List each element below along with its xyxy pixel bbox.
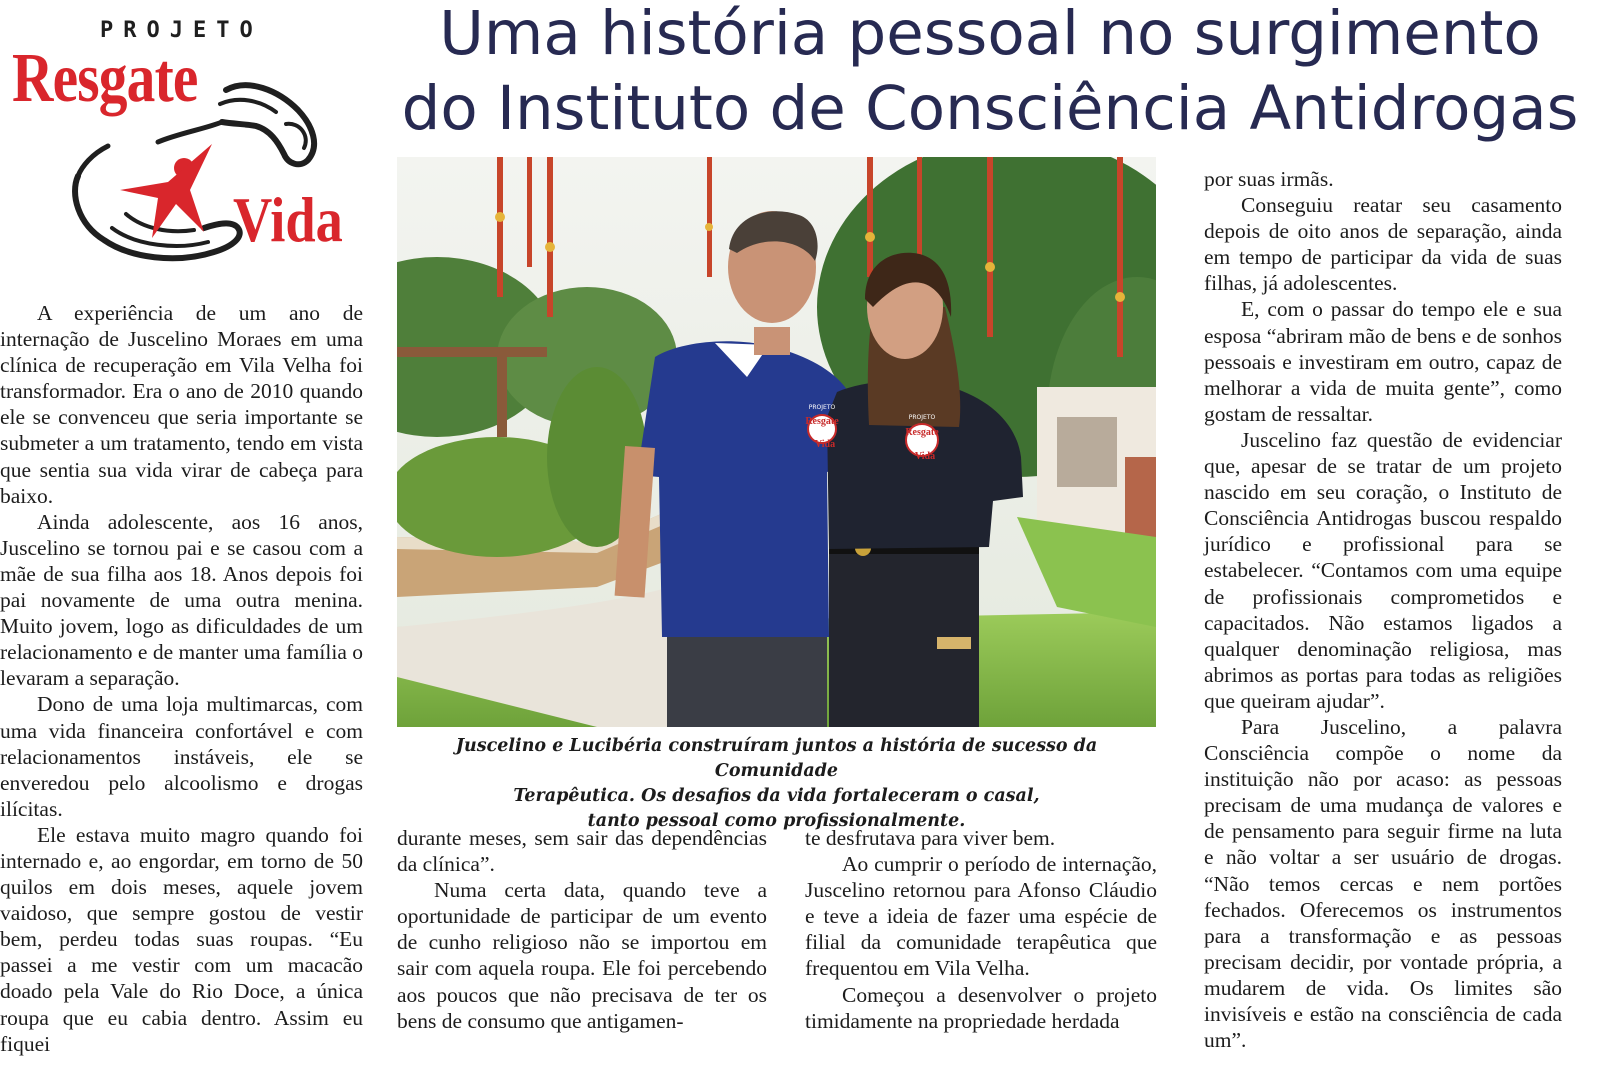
article-column-2 <box>397 825 767 1034</box>
paragraph: te desfrutava para viver bem. <box>805 826 1056 850</box>
shirt-logo-resgate-man: Resgate <box>805 416 839 427</box>
paragraph: Ainda adolescente, aos 16 anos, Juscelino se tornou pai e se casou com a mãe de sua filha aos 18. Anos depois foi pai novamente de uma outra menina. Muito jovem, logo as dificuldades de um relacionamento e de manter uma família o levaram a separação. <box>0 509 363 691</box>
paragraph: A experiência de um ano de internação de Juscelino Moraes em uma clínica de recuperação em Vila Velha foi transformador. Era o ano de 2010 quando ele se convenceu que seria importante se submeter a um tratamento, tendo em vista que sentia sua vida virar de cabeça para baixo. <box>0 301 363 508</box>
photo-caption <box>397 734 1156 834</box>
paragraph: durante meses, sem sair das dependências da clínica”. <box>397 826 767 877</box>
logo-vida-text: Vida <box>233 184 343 255</box>
paragraph: Juscelino faz questão de evidenciar que, apesar de se tratar de um projeto nascido em seu coração, o Instituto de Consciência Antidrogas buscou respaldo jurídico e profissional para se estabelecer. “Contamos com uma equipe de profissionais comprometidos e capacitados. Não estamos ligados a qualquer denominação religiosa, mas abrimos as portas para todas as religiões que queiram ajudar”. <box>1204 427 1562 713</box>
paragraph: por suas irmãs. <box>1204 167 1334 191</box>
paragraph: Ele estava muito magro quando foi internado e, ao engordar, em torno de 50 quilos em dois meses, aquele jovem vaidoso, que sempre gostou de vestir bem, perdeu todas suas roupas. “Eu passei a me vestir com um macacão doado pela Vale do Rio Doce, a única roupa que eu cabia dentro. Assim eu fiquei <box>0 822 363 1056</box>
headline-line-2: do Instituto de Consciência Antidrogas <box>401 73 1579 144</box>
logo-resgate-text: Resgate <box>12 40 198 117</box>
paragraph: Ao cumprir o período de internação, Juscelino retornou para Afonso Cláudio e teve a ideia de fazer uma espécie de filial da comunidade terapêutica que frequentou em Vila Velha. <box>805 852 1157 981</box>
shirt-logo-resgate-woman: Resgate <box>905 427 939 438</box>
paragraph: Começou a desenvolver o projeto timidamente na propriedade herdada <box>805 982 1157 1033</box>
couple-photo-illustration <box>397 157 1156 727</box>
shirt-logo-vida-man: Vida <box>814 439 836 450</box>
paragraph: Numa certa data, quando teve a oportunidade de participar de um evento de cunho religioso não se importou em sair com aquela roupa. Ele foi percebendo aos poucos que não precisava de ter os bens de consumo que antigamen- <box>397 878 767 1033</box>
caption-line-3: tanto pessoal como profissionalmente. <box>587 811 966 831</box>
article-headline <box>385 0 1595 146</box>
article-column-1 <box>0 300 363 1057</box>
couple-photo <box>397 157 1156 727</box>
project-logo <box>8 18 368 288</box>
caption-line-2: Terapêutica. Os desafios da vida fortaleceram o casal, <box>513 786 1040 806</box>
article-column-3 <box>805 825 1157 1034</box>
caption-line-1: Juscelino e Lucibéria construíram juntos a história de sucesso da Comunidade <box>455 736 1098 781</box>
shirt-logo-projeto-man: PROJETO <box>808 404 836 411</box>
article-column-4 <box>1204 166 1562 1053</box>
headline-line-1: Uma história pessoal no surgimento <box>439 0 1541 69</box>
paragraph: Dono de uma loja multimarcas, com uma vida financeira confortável e com relacionamentos instáveis, ele se enveredou pelo alcoolismo e drogas ilícitas. <box>0 692 363 821</box>
paragraph: Para Juscelino, a palavra Consciência compõe o nome da instituição não por acaso: as pessoas precisam de uma mudança de valores e de pensamento para seguir firme na luta e não voltar a ser usuário de drogas. “Não temos cercas e nem portões fechados. Oferecemos os instrumentos para a transformação e as pessoas precisam decidir, por vontade própria, a mudarem de vida. Os limites são invisíveis e estão na consciência de cada um”. <box>1204 714 1562 1053</box>
logo-projeto-text: PROJETO <box>100 18 263 43</box>
shirt-logo-vida-woman: Vida <box>914 451 936 462</box>
paragraph: Conseguiu reatar seu casamento depois de oito anos de separação, ainda em tempo de participar da vida de suas filhas, já adolescentes. <box>1204 193 1562 296</box>
paragraph: E, com o passar do tempo ele e sua esposa “abriram mão de bens e de sonhos pessoais e investiram em outro, capaz de melhorar a vida de muita gente”, como gostam de ressaltar. <box>1204 297 1562 426</box>
shirt-logo-projeto-woman: PROJETO <box>908 414 936 421</box>
